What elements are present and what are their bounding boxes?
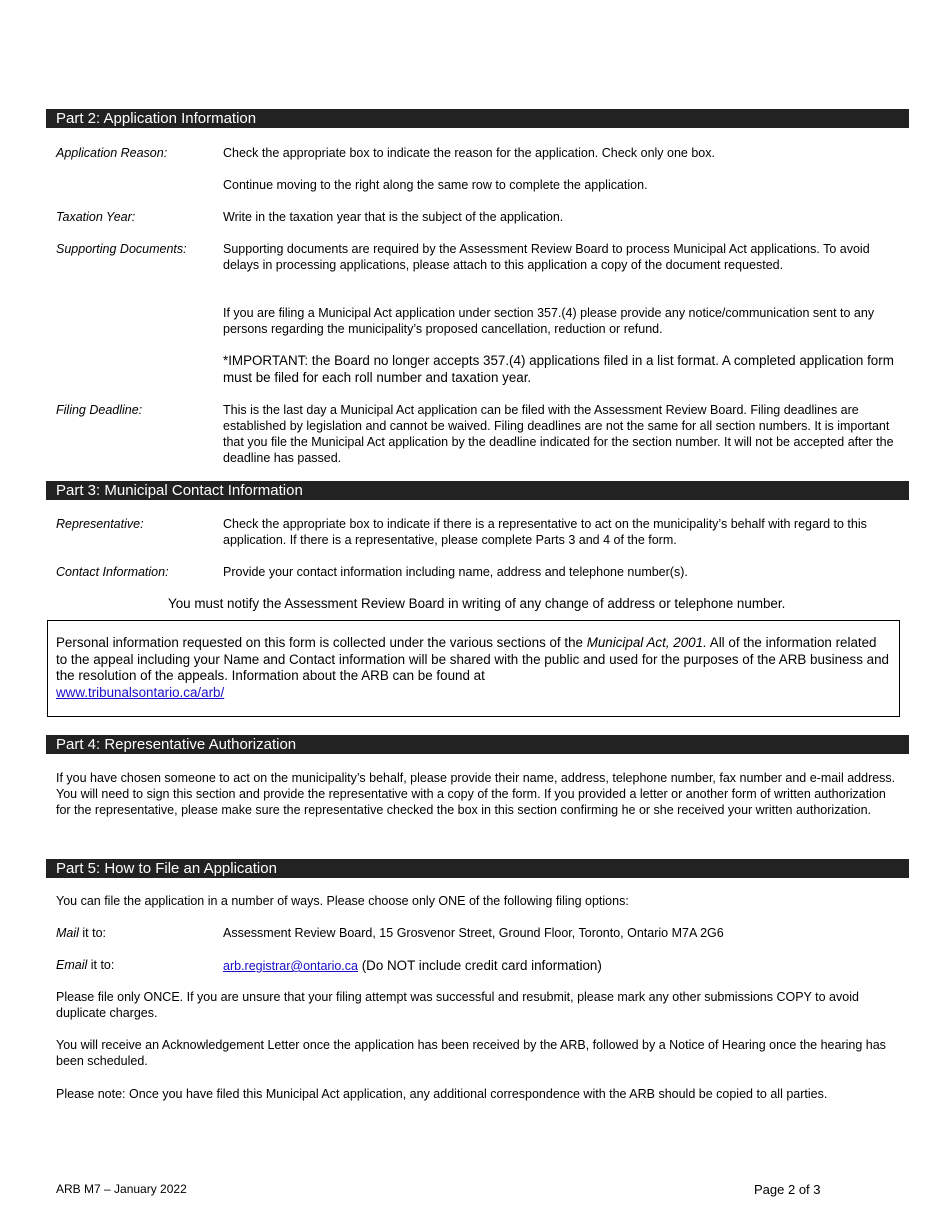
email-note: (Do NOT include credit card information) [357,958,602,973]
part3-header: Part 3: Municipal Contact Information [46,481,909,500]
privacy-notice [47,620,900,717]
please-note-text: Please note: Once you have filed this Municipal Act application, any additional correspondence with the ARB should be copied to all parties. [56,1087,828,1101]
email-line [223,957,898,974]
taxation-year-text: Write in the taxation year that is the subject of the application. [223,210,564,224]
act-name: Municipal Act, 2001. [586,635,707,650]
form-id: ARB M7 – January 2022 [56,1182,187,1196]
supporting-documents-text-2: If you are filing a Municipal Act application under section 357.(4) please provide any notice/communication sent to any persons regarding the municipality’s proposed cancellation, reduction or refund. [223,306,875,336]
email-label-suffix: it to: [87,958,115,972]
contact-information-label: Contact Information: [56,565,169,579]
filing-deadline-text: This is the last day a Municipal Act application can be filed with the Assessment Review Board. Filing deadlines are established by legislation and cannot be waived. Filing deadlines are not the same for all section numbers. It is important that you file the Municipal Act application by the deadline indicated for the section number. It will not be accepted after the deadline has passed. [223,403,894,465]
notice-text-before: Personal information requested on this form is collected under the various sections of the [56,635,587,650]
email-address-link[interactable]: arb.registrar@ontario.ca [223,959,358,973]
part4-header: Part 4: Representative Authorization [46,735,909,754]
application-reason-text-2: Continue moving to the right along the same row to complete the application. [223,178,648,192]
supporting-documents-text: Supporting documents are required by the Assessment Review Board to process Municipal Act applications. To avoid delays in processing applications, please attach to this application a copy of the document requested. [223,242,870,272]
acknowledgement-text: You will receive an Acknowledgement Letter once the application has been received by the ARB, followed by a Notice of Hearing once the hearing has been scheduled. [56,1038,886,1068]
application-reason-label: Application Reason: [56,146,168,160]
file-once-text: Please file only ONCE. If you are unsure that your filing attempt was successful and resubmit, please mark any other submissions COPY to avoid duplicate charges. [56,990,859,1020]
taxation-year-label: Taxation Year: [56,210,136,224]
email-label: Email [56,958,88,972]
mail-label: Mail [56,926,79,940]
supporting-documents-label: Supporting Documents: [56,242,187,256]
contact-information-text: Provide your contact information including name, address and telephone number(s). [223,565,688,579]
representative-text: Check the appropriate box to indicate if there is a representative to act on the municipality’s behalf with regard to this application. If there is a representative, please complete Parts 3 and 4 of the form. [223,517,867,547]
filing-options-intro: You can file the application in a number of ways. Please choose only ONE of the following filing options: [56,894,629,908]
filing-deadline-label: Filing Deadline: [56,403,143,417]
notify-change-text: You must notify the Assessment Review Board in writing of any change of address or telephone number. [168,596,786,611]
notice-text-after: All of the information related to the appeal including your Name and Contact information will be shared with the public and used for the purposes of the ARB business and the resolution of the appeals. Information about the ARB can be found at [56,635,889,683]
mail-label-suffix: it to: [78,926,107,940]
mail-address: Assessment Review Board, 15 Grosvenor Street, Ground Floor, Toronto, Ontario M7A 2G6 [223,926,724,940]
important-notice: *IMPORTANT: the Board no longer accepts 357.(4) applications filed in a list format. A completed application form must be filed for each roll number and taxation year. [223,353,894,385]
representative-authorization-text: If you have chosen someone to act on the municipality’s behalf, please provide their name, address, telephone number, fax number and e-mail address. You will need to sign this section and provide the representative with a copy of the form. If you provided a letter or another form of written authorization for the representative, please make sure the representative checked the box in this section confirming he or she received your written authorization. [56,771,896,817]
page-number: Page 2 of 3 [754,1182,821,1197]
email-label-group [56,957,114,973]
application-reason-text: Check the appropriate box to indicate the reason for the application. Check only one box. [223,146,715,160]
mail-label-group [56,925,106,941]
arb-website-link[interactable]: www.tribunalsontario.ca/arb/ [56,684,225,700]
part2-header: Part 2: Application Information [46,109,909,128]
part5-header: Part 5: How to File an Application [46,859,909,878]
representative-label: Representative: [56,517,144,531]
